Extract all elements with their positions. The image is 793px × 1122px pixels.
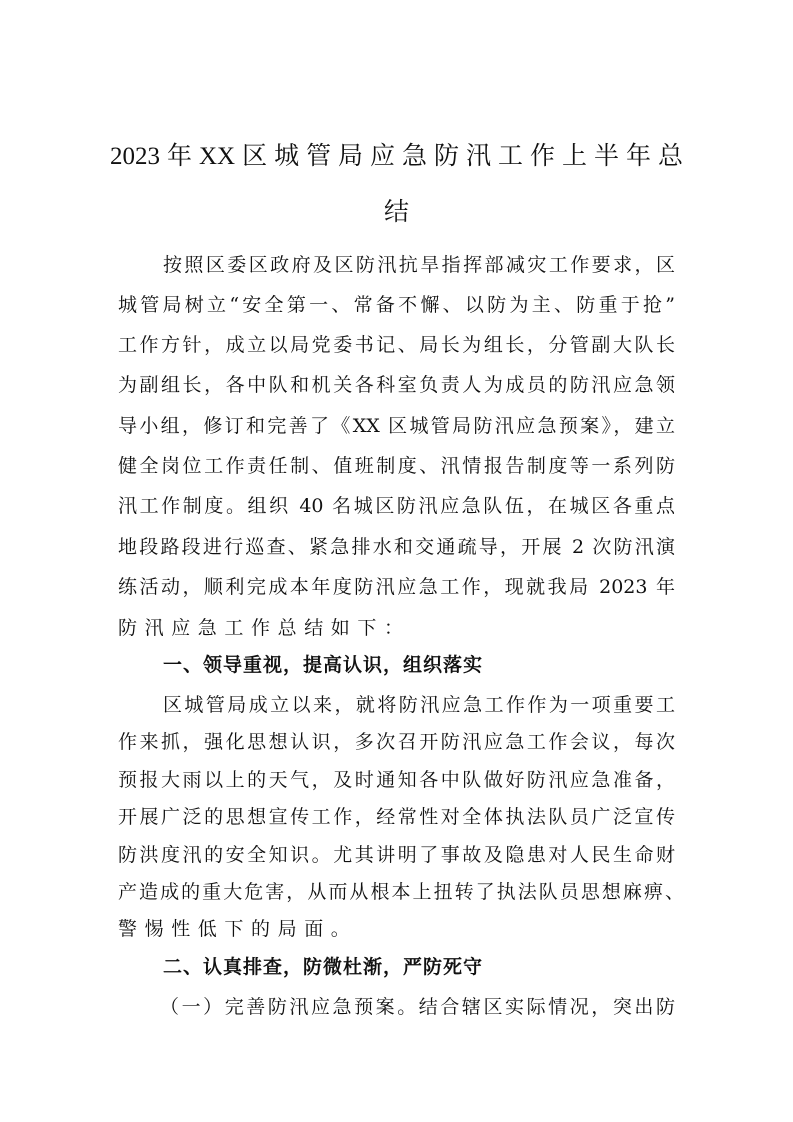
text-line: 导小组，修订和完善了《XX 区城管局防汛应急预案》，建立 — [118, 415, 675, 437]
text-line: 汛工作制度。组织 40 名城区防汛应急队伍，在城区各重点 — [118, 495, 675, 517]
text-line: 工作方针，成立以局党委书记、局长为组长，分管副大队长 — [118, 334, 675, 356]
text-line: 地段路段进行巡查、紧急排水和交通疏导，开展 2 次防汛演 — [118, 536, 675, 558]
text-line: （一）完善防汛应急预案。结合辖区实际情况，突出防 — [160, 996, 675, 1018]
text-line: 产造成的重大危害，从而从根本上扭转了执法队员思想麻痹、 — [118, 881, 684, 903]
section-heading-2: 二、认真排查，防微杜渐，严防死守 — [163, 956, 484, 978]
text-line: 防汛应急工作总结如下： — [118, 617, 411, 639]
text-line: 健全岗位工作责任制、值班制度、汛情报告制度等一系列防 — [118, 455, 675, 477]
document-title-line-1: 2023年XX区城管局应急防汛工作上半年总 — [110, 143, 683, 170]
text-line: 按照区委区政府及区防汛抗旱指挥部减灾工作要求，区 — [163, 254, 675, 276]
text-line: 预报大雨以上的天气，及时通知各中队做好防汛应急准备， — [118, 769, 675, 791]
text-line: 防洪度汛的安全知识。尤其讲明了事故及隐患对人民生命财 — [118, 844, 675, 866]
text-line: 区城管局成立以来，就将防汛应急工作作为一项重要工 — [163, 694, 675, 716]
section-heading-1: 一、领导重视，提高认识，组织落实 — [163, 654, 484, 676]
text-line: 城管局树立“安全第一、常备不懈、以防为主、防重于抢” — [118, 294, 675, 316]
text-line: 警惕性低下的局面。 — [118, 918, 358, 940]
text-line: 为副组长，各中队和机关各科室负责人为成员的防汛应急领 — [118, 374, 675, 396]
text-line: 作来抓，强化思想认识，多次召开防汛应急工作会议，每次 — [118, 731, 675, 753]
document-title-line-2: 结 — [383, 199, 409, 226]
text-line: 开展广泛的思想宣传工作，经常性对全体执法队员广泛宣传 — [118, 806, 675, 828]
text-line: 练活动，顺利完成本年度防汛应急工作，现就我局 2023 年 — [118, 576, 675, 598]
